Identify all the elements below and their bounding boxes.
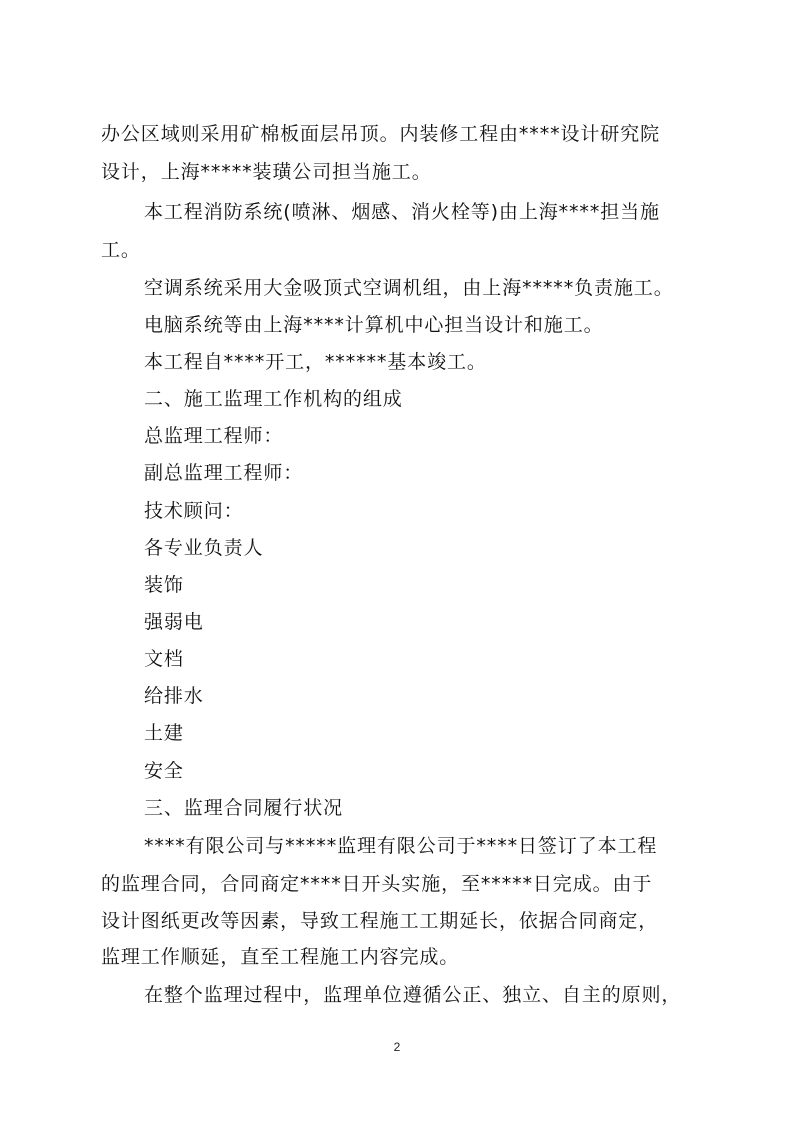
text-line: 的监理合同，合同商定****日开头实施，至*****日完成。由于 xyxy=(101,873,653,895)
text-line: 本工程自****开工，******基本竣工。 xyxy=(144,351,487,373)
text-line: ****有限公司与*****监理有限公司于****日签订了本工程 xyxy=(144,835,658,857)
text-line: 在整个监理过程中，监理单位遵循公正、独立、自主的原则， xyxy=(144,984,682,1006)
text-line: 空调系统采用大金吸顶式空调机组，由上海*****负责施工。 xyxy=(144,277,674,299)
text-line: 工。 xyxy=(101,239,141,261)
text-line: 监理工作顺延，直至工程施工内容完成。 xyxy=(101,946,460,968)
text-line: 副总监理工程师： xyxy=(144,462,304,484)
section-heading: 三、监理合同履行状况 xyxy=(144,797,344,819)
list-item: 装饰 xyxy=(144,574,184,596)
list-item: 土建 xyxy=(144,722,184,744)
text-line: 各专业负责人 xyxy=(144,537,264,559)
text-line: 设计图纸更改等因素，导致工程施工工期延长，依据合同商定， xyxy=(101,910,659,932)
text-line: 设计，上海*****装璜公司担当施工。 xyxy=(101,161,432,183)
page-number: 2 xyxy=(393,1040,401,1054)
list-item: 强弱电 xyxy=(144,611,204,633)
list-item: 给排水 xyxy=(144,685,204,707)
text-line: 总监理工程师： xyxy=(144,425,284,447)
text-line: 电脑系统等由上海****计算机中心担当设计和施工。 xyxy=(144,314,604,336)
text-line: 技术顾问： xyxy=(144,500,244,522)
text-line: 办公区域则采用矿棉板面层吊顶。内装修工程由****设计研究院 xyxy=(101,123,661,145)
text-line: 本工程消防系统(喷淋、烟感、消火栓等)由上海****担当施 xyxy=(144,201,660,223)
list-item: 文档 xyxy=(144,648,184,670)
section-heading: 二、施工监理工作机构的组成 xyxy=(144,388,403,410)
list-item: 安全 xyxy=(144,760,184,782)
